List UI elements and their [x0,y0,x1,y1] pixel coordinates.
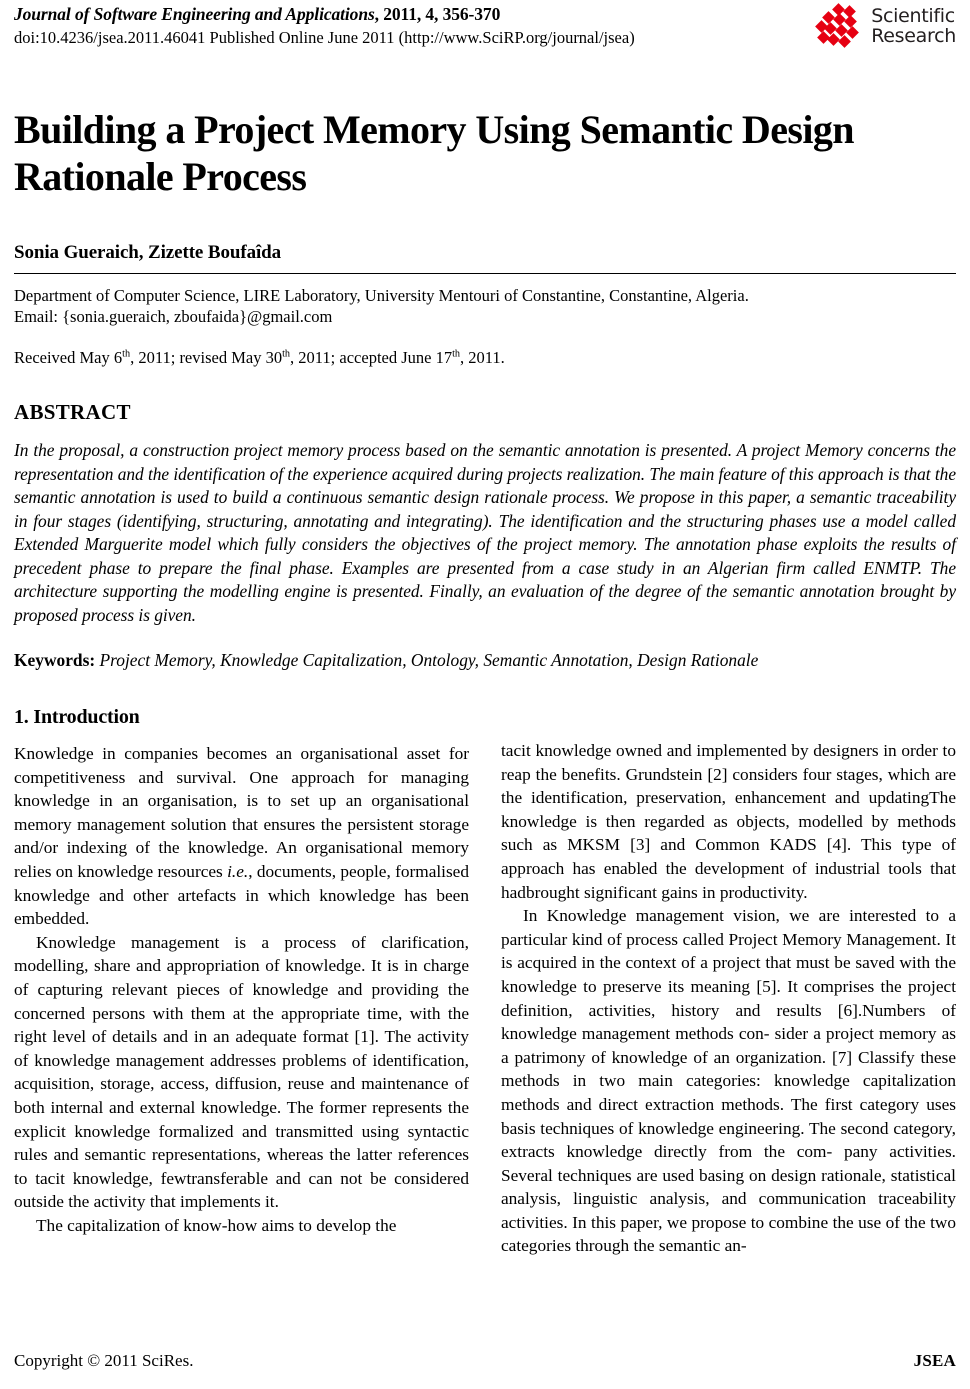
publisher-logo-line2: Research [871,25,956,47]
received-prefix: Received May 6 [14,348,123,367]
left-column [14,706,469,1258]
page-footer [14,1351,956,1371]
paragraph-text-part: Knowledge in companies becomes an organisational asset for competitiveness and survival. One approach for managing knowledge in an organisation, is to set up an organisational memory management solution that ensures the persistent storage and/or indexing of the knowledge. An organisational memory relies on knowledge resources [14,744,469,881]
publisher-logo [817,0,956,52]
publisher-logo-text [871,6,956,46]
received-sup-1: th [122,348,131,360]
paragraph: tacit knowledge owned and implemented by designers in order to reap the benefits. Grundstein [2] considers four stages, which are the identification, preservation, enhancement and updatingThe knowledge is then regarded as objects, modelled by methods such as MKSM [3] and Common KADS [4]. This type of approach has enabled the development of industrial tools that hadbrought significant gains in productivity. [501,741,956,902]
abstract-heading: ABSTRACT [14,400,131,424]
copyright-notice: Copyright © 2011 SciRes. [14,1351,194,1370]
received-sup-3: th [452,348,461,360]
journal-abbreviation: JSEA [913,1351,956,1370]
page-title: Building a Project Memory Using Semantic Design Rationale Process [14,107,854,199]
section-heading-introduction: 1. Introduction [14,706,140,728]
received-dates [14,348,956,368]
received-mid-1: , 2011; revised May 30 [130,348,283,367]
body-columns [14,706,956,1258]
paragraph-emphasis: i.e. [227,861,249,881]
column-top-spacer [501,706,956,739]
masthead-text-block [14,4,635,48]
author-list: Sonia Gueraich, Zizette Boufaîda [14,242,282,263]
journal-citation-line [14,4,635,25]
paragraph: Knowledge management is a process of clarification, modelling, share and appropriation of knowledge. It is in charge of capturing relevant pieces of knowledge and providing the concerned persons with them at the appropriate time, with the right level of details and in an adequate format [1]. The activity of knowledge management addresses problems of identification, acquisition, storage, access, diffusion, reuse and maintenance of both internal and external knowledge. The former represents the explicit knowledge formalized and transmitted using syntactic rules and semantic representations, whereas the latter references to tacit knowledge, fewtransferable and can not be considered outside the activity that implements it. [14,932,469,1212]
publisher-logo-line1: Scientific [871,5,955,27]
journal-name: Journal of Software Engineering and Applications [14,4,375,24]
abstract-text: In the proposal, a construction project memory process based on the semantic annotation is presented. A project Memory concerns the representation and the identification of the experience acquired during projects realization. The main feature of this approach is that the semantic annotation is used to build a continuous semantic design rationale process. We propose in this paper, a semantic traceability in four stages (identifying, structuring, annotating and integrating). The identification and the structuring phases use a model called Extended Marguerite model which fully considers the objectives of the project memory. The annotation phase exploits the results of precedent phase to prepare the final phase. Examples are presented from a case study in an Algerian firm called ENMTP. The architecture supporting the modelling engine is presented. Finally, an evaluation of the degree of the semantic annotation brought by proposed process is given. [14,440,956,625]
keywords-label: Keywords: [14,650,96,670]
keywords-line [14,649,956,672]
received-suffix: , 2011. [460,348,505,367]
keywords-list: Project Memory, Knowledge Capitalization, Ontology, Semantic Annotation, Design Rationale [95,650,759,670]
paragraph: In Knowledge management vision, we are interested to a particular kind of process called Project Memory Management. It is acquired in the context of a project that must be saved with the knowledge to preserve its meaning [5]. It comprises the project definition, activities, history and results [6].Numbers of knowledge management methods con- sider a project memory as a patrimony of knowledge of an organization. [7] Classify these methods in two main categories: knowledge capitalization methods and direct extraction methods. The first category uses basis techniques of knowledge engineering. The second category, extracts knowledge directly from the com- pany activities. Several techniques are used basing on design rationale, statistical analysis, linguistic analysis, and communication traceability activities. In this paper, we propose to combine the use of the two categories through the semantic an- [501,906,956,1256]
paragraph [14,742,469,931]
affiliation-block [14,285,956,327]
masthead [14,0,956,62]
paragraph: The capitalization of know-how aims to develop the [36,1215,397,1235]
received-sup-2: th [282,348,291,360]
right-column [501,706,956,1258]
paragraph-text-part: , documents, people, formalised knowledge and other artefacts in which knowledge has been embedded. [14,861,469,929]
scientific-research-diamonds-icon [817,5,865,47]
doi-line: doi:10.4236/jsea.2011.46041 Published Online June 2011 (http://www.SciRP.org/journal/jsea) [14,28,635,47]
affiliation-text: Department of Computer Science, LIRE Laboratory, University Mentouri of Constantine, Constantine, Algeria. [14,286,749,305]
author-email: Email: {sonia.gueraich, zboufaida}@gmail.com [14,307,333,326]
received-mid-2: , 2011; accepted June 17 [290,348,453,367]
author-divider [14,273,956,274]
journal-volume-info: , 2011, 4, 356-370 [374,4,501,24]
